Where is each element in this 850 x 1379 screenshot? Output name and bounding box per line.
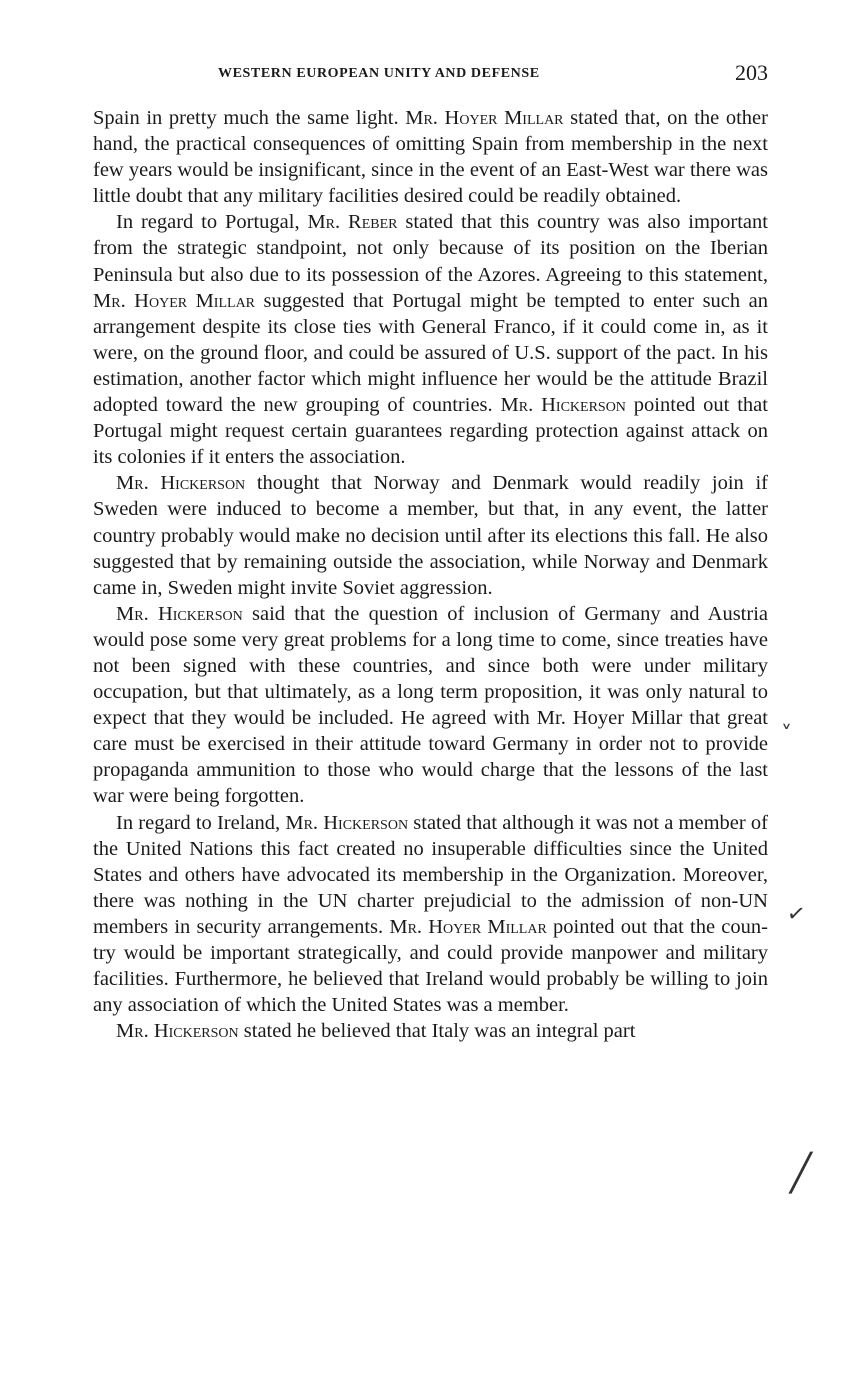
- text-run: stated that this country was also important from the strategic standpoint, not only because of its position on the Iberian Peninsula but also due to its possession of the Azores. Agreeing to this statement,: [93, 211, 768, 286]
- running-head: [218, 60, 768, 90]
- paragraph: [93, 470, 768, 600]
- speaker-name: Mr. Hoyer Millar: [405, 107, 564, 129]
- text-run: In regard to Ireland,: [116, 811, 286, 834]
- margin-slash-mark: ╱: [790, 1153, 812, 1194]
- text-run: said that the question of inclusion of Germany and Austria would pose some very great problems for a long time to come, since treaties have not been signed with these countries, and since both were under military occupation, but that ultimately, as a long term proposition, it was only natural to expect that they would be included. He agreed with Mr. Hoyer Millar that great care must be exercised in their attitude toward Germany in order not to provide propaganda ammunition to those who would charge that the lessons of the last war were being forgotten.: [93, 602, 768, 808]
- text-run: pointed out that Portugal might request certain guarantees regarding protection against attack on its colonies if it enters the association.: [93, 394, 768, 469]
- paragraph: [93, 105, 768, 209]
- paragraph: [93, 209, 768, 470]
- speaker-name: Mr. Hickerson: [116, 472, 246, 495]
- text-run: suggested that Portugal might be tempted to enter such an arrangement despite its close ties with General Franco, if it could come in, as it were, on the ground floor, and could be assured of U.S. support of the pact. In his estimation, another factor which might influence her would be the attitude Brazil adopted toward the new grouping of countries.: [93, 289, 768, 417]
- text-run: stated that although it was not a member of the United Nations this fact created no insuperable difficulties since the United States and others have advocated its membership in the Organization. Moreover, there was nothing in the UN charter prejudicial to the admission of non-UN members in security arrangements.: [93, 811, 769, 938]
- text-run: Spain in pretty much the same light.: [93, 107, 406, 129]
- paragraph: [93, 1018, 768, 1044]
- body-text: [93, 105, 768, 1044]
- speaker-name: Mr. Hickerson: [500, 394, 626, 417]
- speaker-name: Mr. Reber: [307, 211, 398, 234]
- text-run: In regard to Portugal,: [116, 211, 308, 234]
- paragraph: [93, 810, 768, 1019]
- text-run: stated that, on the other hand, the practical consequences of omitting Spain from membership in the next few years would be insignificant, since in the event of an East-West war there was little doubt that any military facilities desired could be readily obtained.: [93, 107, 768, 208]
- running-title: WESTERN EUROPEAN UNITY AND DEFENSE: [218, 66, 540, 81]
- text-run: stated he believed that Italy was an integral part: [238, 1020, 636, 1043]
- speaker-name: Mr. Hoyer Millar: [389, 915, 547, 938]
- margin-hook-mark: ˬ: [781, 704, 792, 729]
- text-run: pointed out that the country would be important strategically, and could provide manpower and military facilities. Furthermore, he believed that Ireland would probably be willing to join any association of which the United States was a member.: [93, 915, 768, 1017]
- speaker-name: Mr. Hickerson: [285, 811, 409, 834]
- margin-check-mark: ✓: [785, 900, 808, 929]
- text-run: thought that Norway and Denmark would readily join if Sweden were induced to become a member, but that, in any event, the latter country probably would make no decision until after its elections this fall. He also suggested that by remaining outside the association, while Norway and Denmark came in, Sweden might invite Soviet aggression.: [93, 472, 768, 599]
- page-number: 203: [735, 60, 768, 85]
- speaker-name: Mr. Hickerson: [116, 602, 243, 625]
- paragraph: [93, 601, 768, 810]
- speaker-name: Mr. Hoyer Millar: [93, 289, 256, 312]
- speaker-name: Mr. Hickerson: [116, 1020, 239, 1043]
